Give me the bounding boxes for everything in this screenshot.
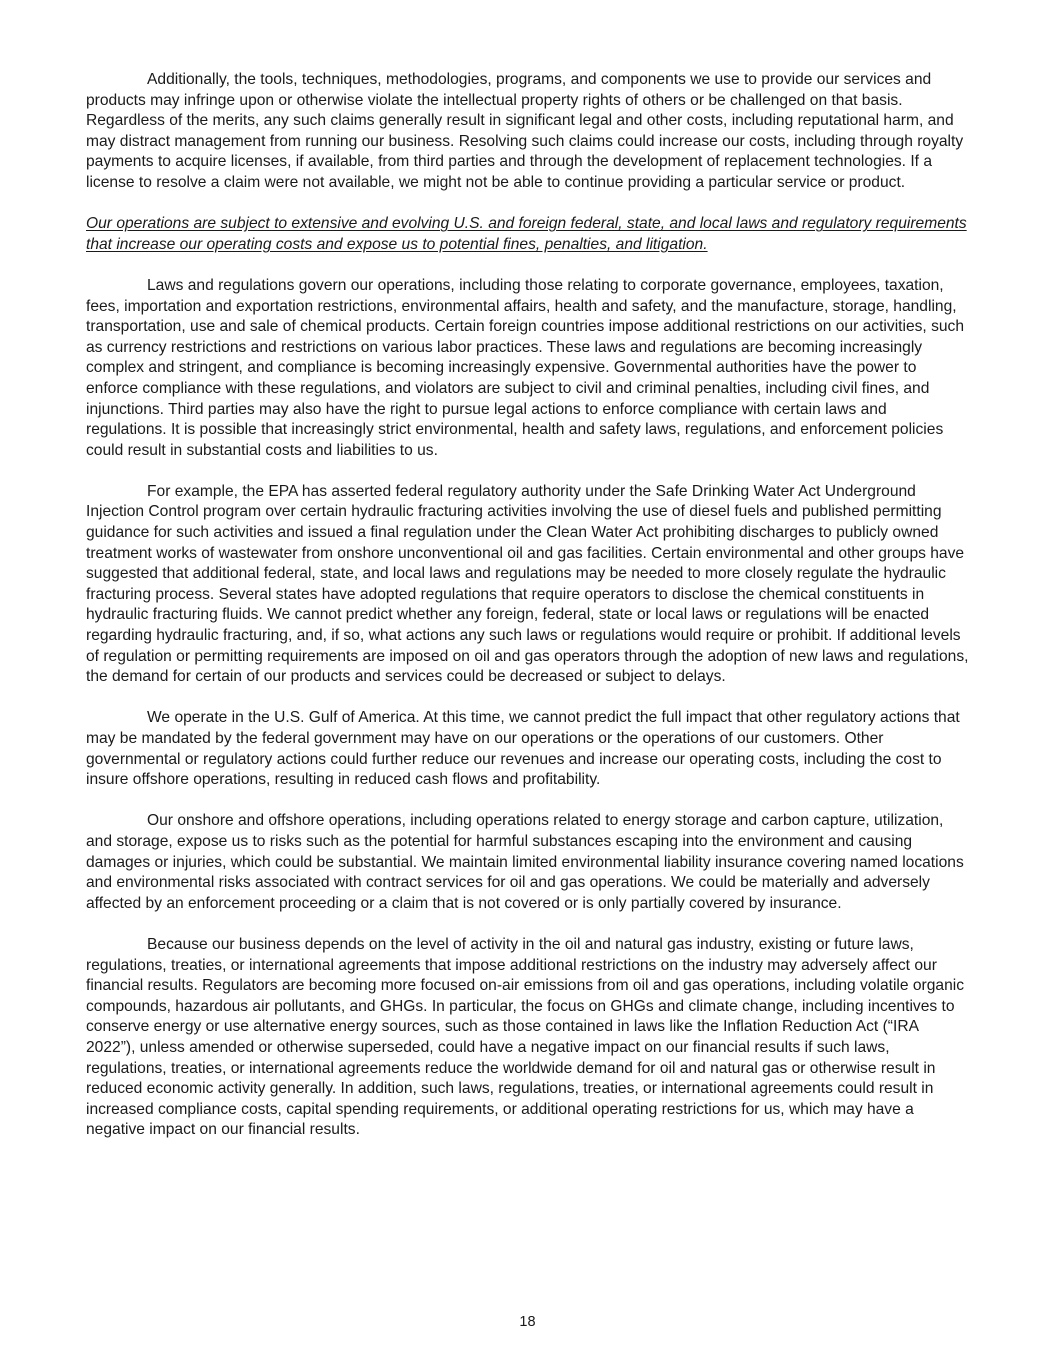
paragraph-intellectual-property: Additionally, the tools, techniques, methodologies, programs, and components we use to provide our services and products may infringe upon or otherwise violate the intellectual property rights of others or be challenged on that basis. Regardless of the merits, any such claims generally result in significant legal and other costs, including reputational harm, and may distract management from running our business. Resolving such claims could increase our costs, including through royalty payments to acquire licenses, if available, from third parties and through the development of replacement technologies. If a license to resolve a claim were not available, we might not be able to continue providing a particular service or product. bbox=[86, 71, 964, 191]
section-heading-regulations: Our operations are subject to extensive and evolving U.S. and foreign federal, state, and local laws and regulatory requirements that increase our operating costs and expose us to potential fines, penalties, and litigation. bbox=[86, 215, 967, 253]
paragraph-gulf-operations: We operate in the U.S. Gulf of America. At this time, we cannot predict the full impact that other regulatory actions that may be mandated by the federal government may have on our operations or the operations of our customers. Other governmental or regulatory actions could further reduce our revenues and increase our operating costs, including the cost to insure offshore operations, resulting in reduced cash flows and profitability. bbox=[86, 709, 960, 789]
paragraph-epa-example: For example, the EPA has asserted federal regulatory authority under the Safe Drinking Water Act Underground Injection Control program over certain hydraulic fracturing activities involving the use of diesel fuels and published permitting guidance for such activities and issued a final regulation under the Clean Water Act prohibiting discharges to publicly owned treatment works of wastewater from onshore unconventional oil and gas facilities. Certain environmental and other groups have suggested that additional federal, state, and local laws and regulations may be needed to more closely regulate the hydraulic fracturing process. Several states have adopted regulations that require operators to disclose the chemical constituents in hydraulic fracturing fluids. We cannot predict whether any foreign, federal, state or local laws or regulations will be enacted regarding hydraulic fracturing, and, if so, what actions any such laws or regulations would require or prohibit. If additional levels of regulation or permitting requirements are imposed on oil and gas operators through the adoption of new laws and regulations, the demand for certain of our products and services could be decreased or subject to delays. bbox=[86, 482, 969, 686]
paragraph-laws-regulations: Laws and regulations govern our operations, including those relating to corporate governance, employees, taxation, fees, importation and exportation restrictions, environmental affairs, health and safety, and the manufacture, storage, handling, transportation, use and sale of chemical products. Certain foreign countries impose additional restrictions on our activities, such as currency restrictions and restrictions on various labor practices. These laws and regulations are becoming increasingly complex and stringent, and compliance is becoming increasingly expensive. Governmental authorities have the power to enforce compliance with these regulations, and violators are subject to civil and criminal penalties, including civil fines, and injunctions. Third parties may also have the right to pursue legal actions to enforce compliance with certain laws and regulations. It is possible that increasingly strict environmental, health and safety laws, regulations, and enforcement policies could result in substantial costs and liabilities to us. bbox=[86, 276, 965, 459]
document-body bbox=[86, 70, 971, 1161]
paragraph-climate-regulations: Because our business depends on the level of activity in the oil and natural gas industry, existing or future laws, regulations, treaties, or international agreements that impose additional restrictions on the industry may adversely affect our financial results. Regulators are becoming more focused on-air emissions from oil and gas operations, including volatile organic compounds, hazardous air pollutants, and GHGs. In particular, the focus on GHGs and climate change, including incentives to conserve energy or use alternative energy sources, such as those contained in laws like the Inflation Reduction Act (“IRA 2022”), unless amended or otherwise superseded, could have a negative impact on our financial results if such laws, regulations, treaties, or international agreements reduce the worldwide demand for oil and natural gas or otherwise result in reduced economic activity generally. In addition, such laws, regulations, treaties, or international agreements could result in increased compliance costs, capital spending requirements, or additional operating restrictions for us, which may have a negative impact on our financial results. bbox=[86, 935, 965, 1139]
page-number: 18 bbox=[519, 1314, 536, 1330]
paragraph-environmental-risks: Our onshore and offshore operations, including operations related to energy storage and carbon capture, utilization, and storage, expose us to risks such as the potential for harmful substances escaping into the environment and causing damages or injuries, which could be substantial. We maintain limited environmental liability insurance covering named locations and environmental risks associated with contract services for oil and gas operations. We could be materially and adversely affected by an enforcement proceeding or a claim that is not covered or is only partially covered by insurance. bbox=[86, 812, 964, 912]
